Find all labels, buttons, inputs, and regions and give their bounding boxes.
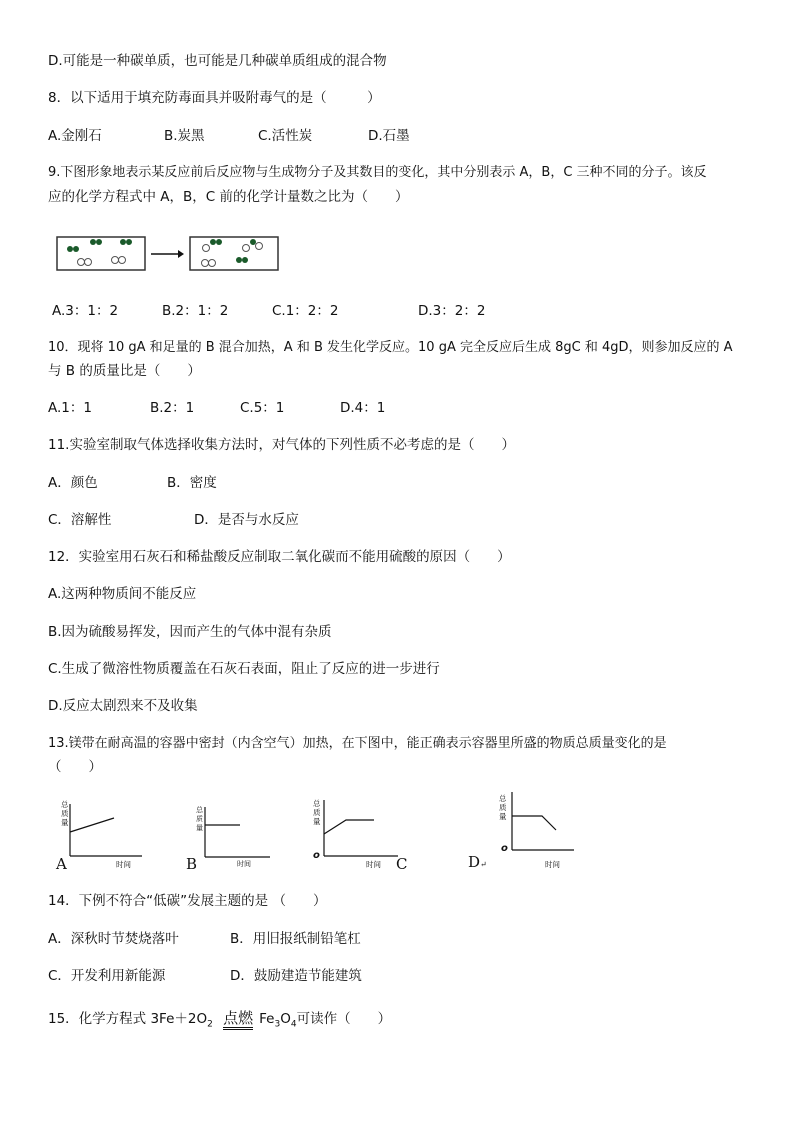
q11-option-d: D．是否与水反应 bbox=[194, 512, 299, 528]
q8-option-a: A.金刚石 bbox=[48, 128, 102, 144]
graph-b-label: B bbox=[186, 855, 198, 873]
q8-option-c: C.活性炭 bbox=[258, 128, 313, 144]
question-8: 8．以下适用于填充防毒面具并吸附毒气的是（ ） bbox=[48, 90, 381, 106]
graph-a-ylabel: 总质量 bbox=[61, 800, 69, 827]
q8-option-b: B.炭黑 bbox=[164, 128, 205, 144]
q9-option-d: D.3：2：2 bbox=[418, 303, 486, 319]
arrow-icon bbox=[151, 250, 184, 258]
q10-option-c: C.5：1 bbox=[240, 400, 285, 416]
graph-d-origin: o bbox=[501, 843, 508, 854]
graph-d-xlabel: 时间 bbox=[545, 860, 560, 869]
q14-option-a: A．深秋时节焚烧落叶 bbox=[48, 931, 179, 947]
q8-option-d: D.石墨 bbox=[368, 128, 410, 144]
q10-option-d: D.4：1 bbox=[340, 400, 386, 416]
question-10-line1: 10．现将 10 gA 和足量的 B 混合加热，A 和 B 发生化学反应。10 gA 完全反应后生成 8gC 和 4gD，则参加反应的 A bbox=[48, 340, 733, 355]
q11-option-c: C．溶解性 bbox=[48, 512, 112, 528]
q10-option-a: A.1：1 bbox=[48, 400, 92, 416]
question-10-line2: 与 B 的质量比是（ ） bbox=[48, 363, 201, 379]
q9-option-b: B.2：1：2 bbox=[162, 303, 229, 319]
graph-c-ylabel: 总质量 bbox=[313, 799, 321, 826]
q14-option-d: D．鼓励建造节能建筑 bbox=[230, 968, 362, 984]
q9-option-a: A.3：1：2 bbox=[52, 303, 119, 319]
reaction-diagram bbox=[56, 236, 286, 276]
q14-option-c: C．开发利用新能源 bbox=[48, 968, 166, 984]
graph-c-label: C bbox=[396, 855, 408, 873]
graph-c-origin: o bbox=[313, 850, 320, 861]
question-15: 15．化学方程式 $3Fe+2O_2$ 点燃 $Fe_3O_4$可读作（ ） bbox=[48, 1009, 392, 1030]
q12-option-d: D.反应太剧烈来不及收集 bbox=[48, 698, 198, 714]
q12-option-c: C.生成了微溶性物质覆盖在石灰石表面，阻止了反应的进一步进行 bbox=[48, 661, 440, 677]
products-box bbox=[190, 237, 278, 270]
graph-d-label: D↵ bbox=[468, 853, 487, 871]
question-9-line1: 9.下图形象地表示某反应前后反应物与生成物分子及其数目的变化，其中分别表示 A，B，C 三种不同的分子。该反 bbox=[48, 165, 707, 180]
graph-b-xlabel: 时间 bbox=[237, 860, 251, 868]
question-14: 14．下例不符合“低碳”发展主题的是 （ ） bbox=[48, 893, 327, 909]
graph-c bbox=[310, 798, 400, 866]
reactants-box bbox=[57, 237, 145, 270]
reaction-condition: 点燃 bbox=[223, 1009, 253, 1030]
question-12: 12．实验室用石灰石和稀盐酸反应制取二氧化碳而不能用硫酸的原因（ ） bbox=[48, 549, 511, 565]
q12-option-a: A.这两种物质间不能反应 bbox=[48, 586, 197, 602]
question-13-line1: 13.镁带在耐高温的容器中密封（内含空气）加热，在下图中，能正确表示容器里所盛的物质总质量变化的是 bbox=[48, 736, 667, 751]
q11-option-a: A．颜色 bbox=[48, 475, 98, 491]
q9-option-c: C.1：2：2 bbox=[272, 303, 339, 319]
q10-option-b: B.2：1 bbox=[150, 400, 195, 416]
question-11: 11.实验室制取气体选择收集方法时，对气体的下列性质不必考虑的是（ ） bbox=[48, 437, 515, 453]
graph-c-xlabel: 时间 bbox=[366, 860, 381, 869]
question-13-line2: （ ） bbox=[48, 759, 102, 775]
q14-option-b: B．用旧报纸制铅笔杠 bbox=[230, 931, 361, 947]
graph-b bbox=[195, 805, 275, 865]
graph-d-ylabel: 总质量 bbox=[499, 794, 507, 821]
q7-option-d: D.可能是一种碳单质，也可能是几种碳单质组成的混合物 bbox=[48, 53, 387, 69]
q12-option-b: B.因为硫酸易挥发，因而产生的气体中混有杂质 bbox=[48, 624, 332, 640]
graph-d bbox=[498, 790, 578, 860]
question-9-line2: 应的化学方程式中 A，B，C 前的化学计量数之比为（ ） bbox=[48, 189, 409, 205]
graph-b-ylabel: 总质量 bbox=[196, 806, 203, 832]
q11-option-b: B．密度 bbox=[167, 475, 217, 491]
graph-a-label: A bbox=[56, 855, 67, 873]
graph-a-xlabel: 时间 bbox=[116, 860, 131, 869]
